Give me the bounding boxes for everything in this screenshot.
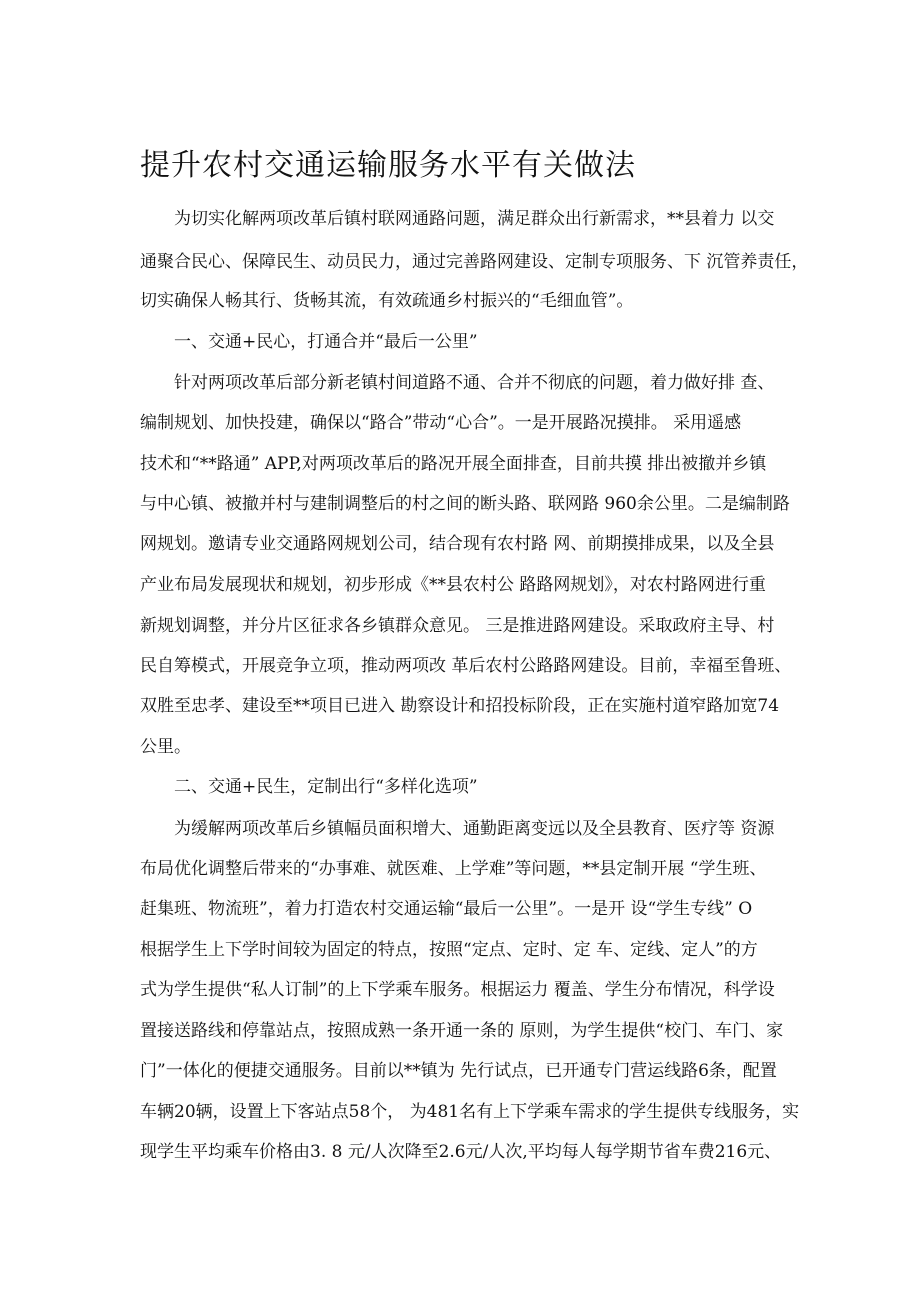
section-heading: 二、交通+民生，定制出行“多样化选项”	[174, 777, 478, 797]
body-line: 与中心镇、被撤并村与建制调整后的村之间的断头路、联网路 960余公里。二是编制路	[140, 494, 790, 514]
body-line: 通聚合民心、保障民生、动员民力，通过完善路网建设、定制专项服务、下 沉管养责任，	[140, 252, 809, 272]
body-line: 置接送路线和停靠站点，按照成熟一条开通一条的 原则，为学生提供“校门、车门、家	[140, 1021, 784, 1041]
body-line: 民自筹模式，开展竞争立项，推动两项改 革后农村公路路网建设。目前，幸福至鲁班、	[140, 656, 792, 676]
body-line: 产业布局发展现状和规划，初步形成《**县农村公 路路网规划》，对农村路网进行重	[140, 575, 766, 595]
body-line: 现学生平均乘车价格由3. 8 元/人次降至2.6元/人次,平均每人每学期节省车费216元、	[140, 1142, 782, 1162]
body-line: 技术和“**路通” APP,对两项改革后的路况开展全面排查，目前共摸 排出被撤并乡镇	[140, 454, 767, 474]
body-line: 编制规划、加快投建，确保以“路合”带动“心合”。一是开展路况摸排。 采用遥感	[140, 413, 742, 433]
body-line: 门”一体化的便捷交通服务。目前以**镇为 先行试点，已开通专门营运线路6条，配置	[140, 1061, 777, 1081]
body-line: 为缓解两项改革后乡镇幅员面积增大、通勤距离变远以及全县教育、医疗等 资源	[174, 819, 775, 839]
body-line: 新规划调整，并分片区征求各乡镇群众意见。 三是推进路网建设。采取政府主导、村	[140, 616, 775, 636]
body-line: 为切实化解两项改革后镇村联网通路问题，满足群众出行新需求，**县着力 以交	[174, 209, 775, 229]
body-line: 针对两项改革后部分新老镇村间道路不通、合并不彻底的问题，着力做好排 查、	[174, 373, 775, 393]
body-line: 根据学生上下学时间较为固定的特点，按照“定点、定时、定 车、定线、定人”的方	[140, 940, 758, 960]
body-line: 双胜至忠孝、建设至**项目已进入 勘察设计和招投标阶段，正在实施村道窄路加宽74	[140, 696, 780, 716]
body-line: 布局优化调整后带来的“办事难、就医难、上学难”等问题，**县定制开展 “学生班、	[140, 859, 767, 879]
body-line: 式为学生提供“私人订制”的上下学乘车服务。根据运力 覆盖、学生分布情况，科学设	[140, 980, 775, 1000]
body-line: 车辆20辆，设置上下客站点58个， 为481名有上下学乘车需求的学生提供专线服务，实	[140, 1102, 800, 1122]
section-heading: 一、交通+民心，打通合并“最后一公里”	[174, 332, 478, 352]
body-line: 网规划。邀请专业交通路网规划公司，结合现有农村路 网、前期摸排成果，以及全县	[140, 534, 775, 554]
body-line: 赶集班、物流班”，着力打造农村交通运输“最后一公里”。一是开 设“学生专线” O	[140, 899, 753, 919]
body-line: 公里。	[140, 737, 191, 757]
document-title: 提升农村交通运输服务水平有关做法	[140, 148, 636, 183]
body-line: 切实确保人畅其行、货畅其流，有效疏通乡村振兴的“毛细血管”。	[140, 291, 634, 311]
